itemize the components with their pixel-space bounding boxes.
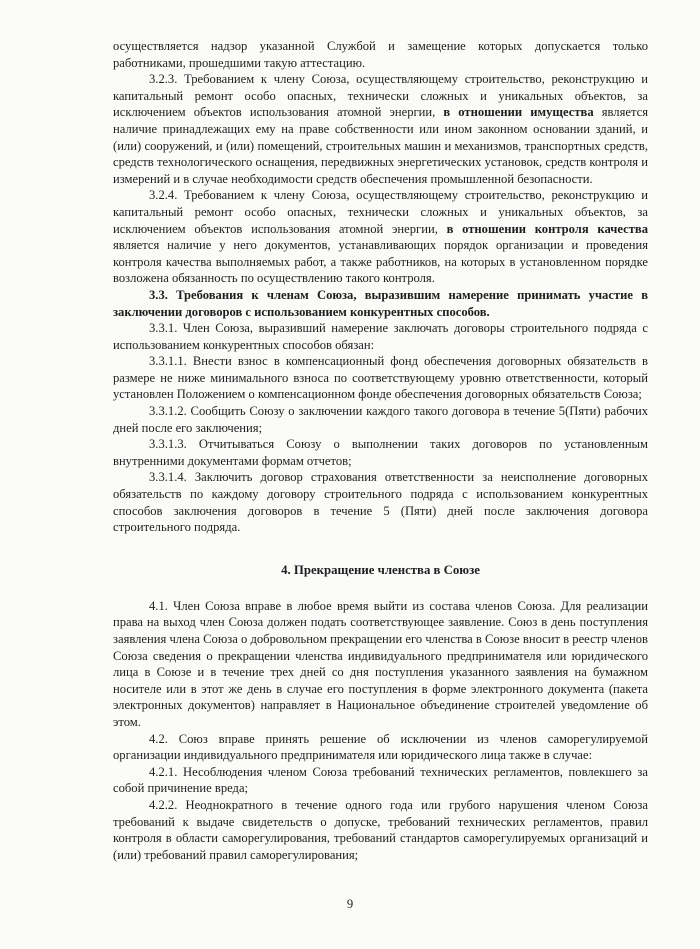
- paragraph-3-3-1-1: 3.3.1.1. Внести взнос в компенсационный фонд обеспечения договорных обязательств в размере не ниже минимального взноса по соответствующему уровню ответственности, который установлен Положением о компенсационном фонде обеспечения договорных обязательств Союза;: [113, 354, 648, 402]
- paragraph-3-3-1: 3.3.1. Член Союза, выразивший намерение заключать договоры строительного подряда с использованием конкурентных способов обязан:: [113, 321, 648, 352]
- paragraph-4-2-2: 4.2.2. Неоднократного в течение одного года или грубого нарушения членом Союза требований к выдаче свидетельств о допуске, требований технических регламентов, правил контроля в области саморегулирования, требований стандартов саморегулируемых организаций и (или) требований правил саморегулирования;: [113, 797, 648, 862]
- text: 3.2.4. Требованием к члену Союза, осуществляющему строительство, реконструкцию и капитальный ремонт особо опасных, технически сложных и уникальных объектов, за исключением объектов использования атомной энергии,: [113, 188, 648, 236]
- bold-text: в отношении контроля качества: [446, 221, 648, 236]
- page-number: 9: [346, 897, 354, 911]
- bold-text: 3.3. Требования к членам Союза, выразившим намерение принимать участие в заключении договоров с использованием конкурентных способов.: [113, 287, 648, 319]
- text: 3.2.3. Требованием к члену Союза, осуществляющему строительство, реконструкцию и капитальный ремонт особо опасных, технически сложных и уникальных объектов, за исключением объектов использования атомной энергии,: [113, 72, 648, 120]
- paragraph-4-1: 4.1. Член Союза вправе в любое время выйти из состава членов Союза. Для реализации права на выход член Союза должен подать соответствующее заявление. Союз в день поступления заявления члена Союза о добровольном прекращении его членства в Союзе вносит в реестр членов Союза сведения о прекращении членства индивидуального предпринимателя или юридического лица в Союзе и в течение трех дней со дня поступления указанного заявления на бумажном носителе или в этот же день в случае его поступления в форме электронного документа (пакета электронных документов) направляет в Национальное объединение строителей уведомление об этом.: [113, 598, 648, 729]
- paragraph-continuation: осуществляется надзор указанной Службой и замещение которых допускается только работниками, прошедшими такую аттестацию.: [113, 39, 648, 70]
- paragraph-3-3-1-2: 3.3.1.2. Сообщить Союзу о заключении каждого такого договора в течение 5(Пяти) рабочих дней после его заключения;: [113, 404, 648, 435]
- paragraph-4-2-1: 4.2.1. Несоблюдения членом Союза требований технических регламентов, повлекшего за собой причинение вреда;: [113, 764, 648, 796]
- text: является наличие у него документов, устанавливающих порядок организации и проведения контроля качества выполняемых работ, а также работников, на которых в установленном порядке возложена обязанность по осуществлению такого контроля.: [113, 238, 648, 286]
- paragraph-3-2-3: [113, 71, 648, 187]
- section-heading: 4. Прекращение членства в Союзе: [281, 562, 480, 577]
- paragraph-3-2-4: [113, 187, 648, 287]
- paragraph-3-3-heading: [113, 287, 648, 320]
- paragraph-3-3-1-4: 3.3.1.4. Заключить договор страхования ответственности за неисполнение договорных обязательств по каждому договору строительного подряда с использованием конкурентных способов заключения договоров в течение 5 (Пяти) дней после заключения договора строительного подряда.: [113, 470, 648, 535]
- bold-text: в отношении имущества: [443, 105, 594, 120]
- paragraph-3-3-1-3: 3.3.1.3. Отчитываться Союзу о выполнении таких договоров по установленным внутренними документами формам отчетов;: [113, 437, 648, 468]
- text: является наличие принадлежащих ему на праве собственности или ином законном основании зданий, и (или) сооружений, и (или) помещений, строительных машин и механизмов, транспортных средств, средств технологического оснащения, передвижных энергетических установок, средств контроля и измерений и в случае необходимости средств обеспечения промышленной безопасности.: [113, 105, 649, 186]
- paragraph-4-2: 4.2. Союз вправе принять решение об исключении из членов саморегулируемой организации индивидуального предпринимателя или юридического лица также в случае:: [113, 731, 648, 763]
